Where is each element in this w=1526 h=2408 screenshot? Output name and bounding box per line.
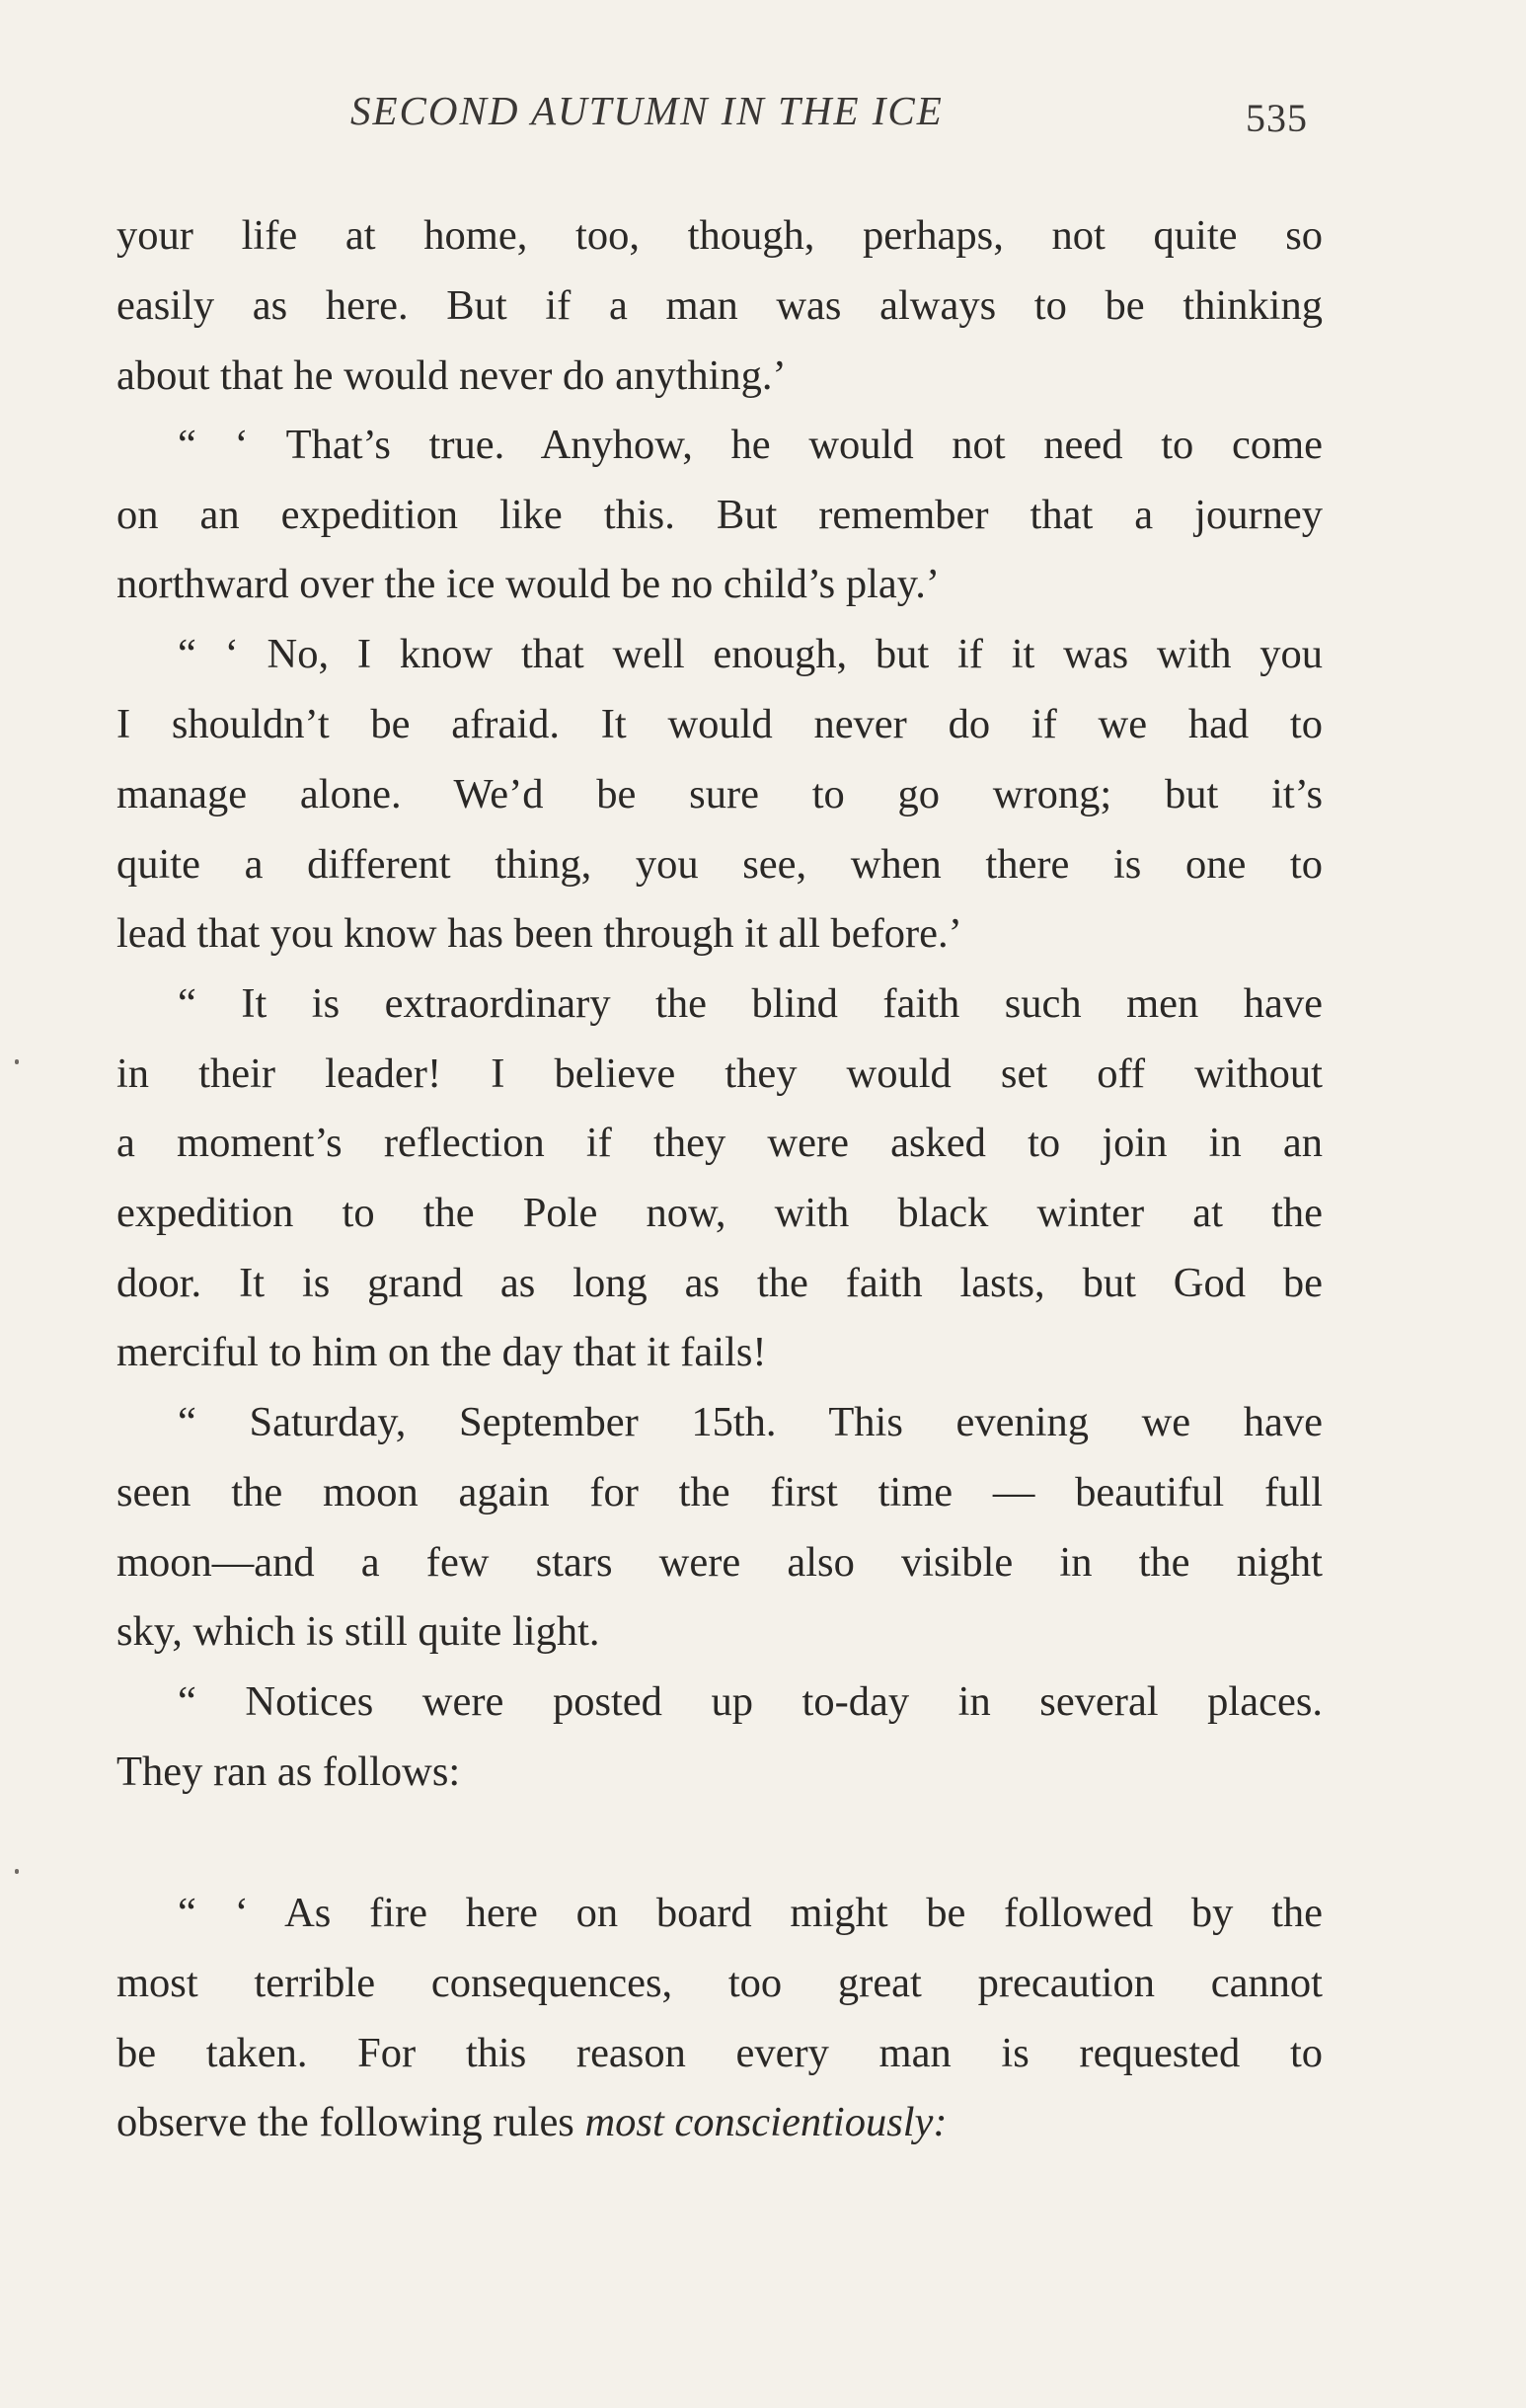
text-line: “ Notices were posted up to-day in several places. [178,1678,1323,1725]
running-head: SECOND AUTUMN IN THE ICE [350,88,944,133]
text-line: “ ‘ That’s true. Anyhow, he would not need to come [178,422,1323,468]
text-line: “ It is extraordinary the blind faith such men have [178,980,1323,1027]
text-line: quite a different thing, you see, when there is one to [116,841,1323,888]
text-line: “ ‘ No, I know that well enough, but if it was with you [178,631,1323,677]
text-line: on an expedition like this. But remember that a journey [116,492,1323,538]
text-line: in their leader! I believe they would set off without [116,1050,1323,1097]
text-line: I shouldn’t be afraid. It would never do if we had to [116,701,1323,747]
text-line: northward over the ice would be no child’s play.’ [116,561,941,607]
final-line-prefix: observe the following rules [116,2099,585,2145]
text-line: manage alone. We’d be sure to go wrong; but it’s [116,771,1323,817]
text-line: sky, which is still quite light. [116,1608,600,1655]
text-line: door. It is grand as long as the faith lasts, but God be [116,1260,1323,1306]
text-line: be taken. For this reason every man is requested to [116,2030,1323,2076]
text-line: moon—and a few stars were also visible in the night [116,1539,1323,1586]
text-line: expedition to the Pole now, with black winter at the [116,1190,1323,1236]
text-line: seen the moon again for the first time — beautiful full [116,1469,1323,1515]
stray-ink-mark [15,1059,19,1064]
text-line: about that he would never do anything.’ [116,352,787,399]
text-line: easily as here. But if a man was always to be thinking [116,282,1323,329]
final-text-line [116,2099,1323,2145]
text-line: merciful to him on the day that it fails! [116,1329,767,1375]
text-line: “ ‘ As fire here on board might be followed by the [178,1890,1323,1936]
text-line: a moment’s reflection if they were asked to join in an [116,1120,1323,1166]
text-line: They ran as follows: [116,1748,461,1795]
text-line: your life at home, too, though, perhaps, not quite so [116,212,1323,259]
text-line: lead that you know has been through it all before.’ [116,910,962,957]
emphasis-text: most conscientiously: [584,2099,948,2145]
stray-ink-mark [15,1869,19,1874]
text-line: “ Saturday, September 15th. This evening we have [178,1399,1323,1445]
page-number: 535 [1246,96,1308,140]
text-line: most terrible consequences, too great precaution cannot [116,1960,1323,2006]
